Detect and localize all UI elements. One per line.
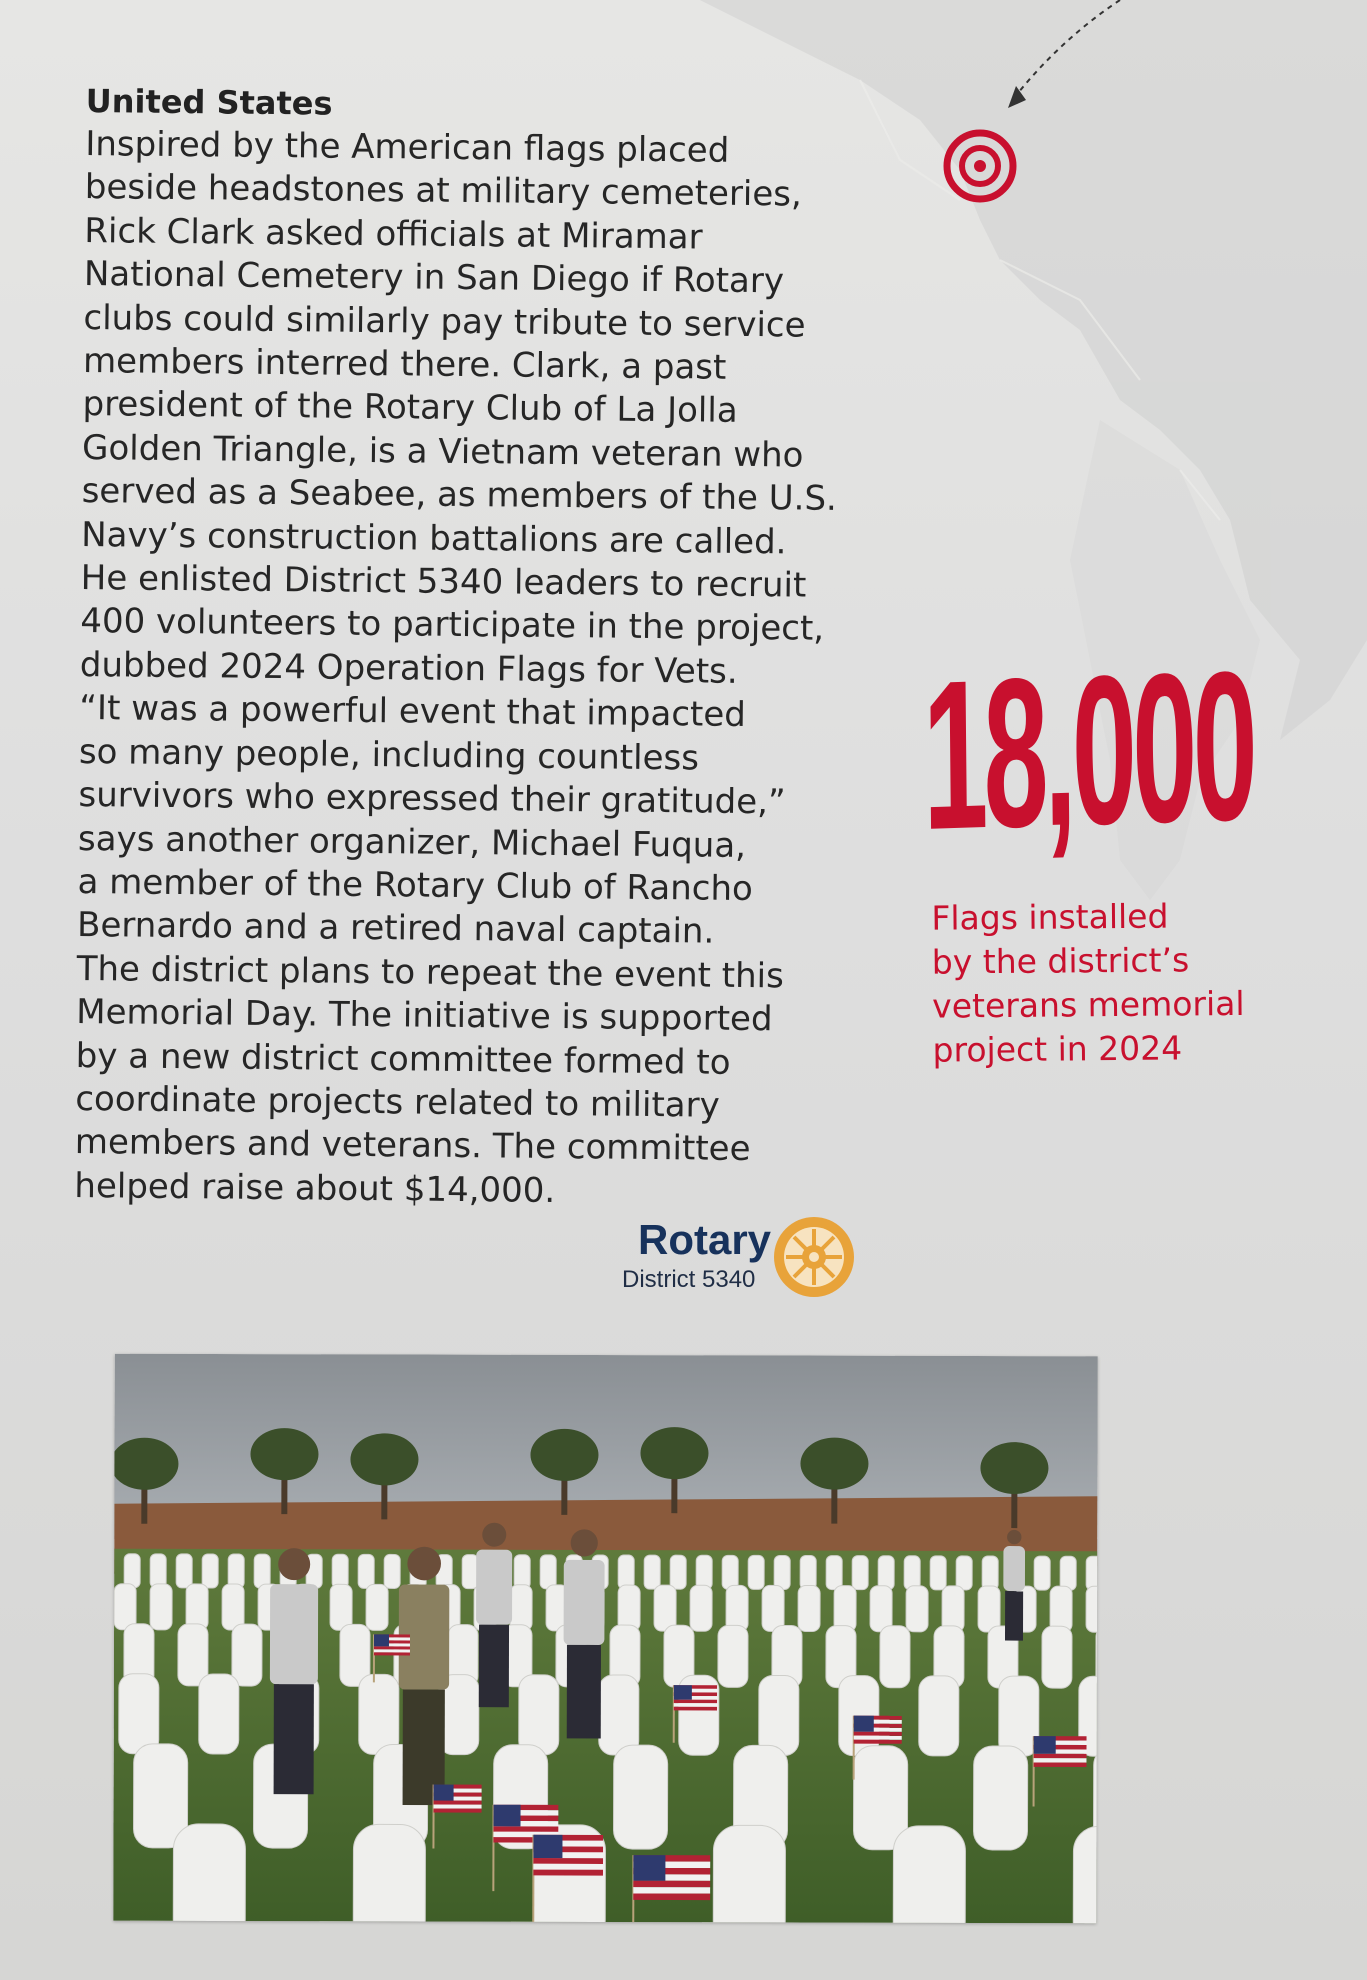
headstone [1034, 1556, 1050, 1590]
headstone [366, 1584, 388, 1630]
target-icon [942, 128, 1018, 204]
headstone [982, 1556, 998, 1590]
headstone [973, 1746, 1027, 1850]
headstone [654, 1585, 676, 1631]
article [74, 80, 906, 1217]
headstone [906, 1586, 928, 1632]
headstone [644, 1555, 660, 1589]
headstone [893, 1826, 965, 1924]
person-legs [479, 1625, 509, 1708]
american-flag [374, 1634, 410, 1655]
headstone [1050, 1586, 1072, 1632]
headstone [713, 1825, 785, 1923]
stat-number: 18,000 [921, 626, 1255, 874]
headstone [904, 1556, 920, 1590]
headstone [1042, 1626, 1072, 1688]
headstone [599, 1675, 639, 1755]
dashed-arrow-icon [1000, 0, 1130, 120]
rotary-wheel-icon [772, 1215, 856, 1299]
headstone [978, 1586, 1000, 1632]
headstone [199, 1674, 239, 1754]
headstone [150, 1554, 166, 1588]
person-legs [567, 1645, 601, 1739]
rotary-district-label: District 5340 [622, 1266, 756, 1293]
headstone [880, 1626, 910, 1688]
tree [980, 1442, 1048, 1494]
headstone [956, 1556, 972, 1590]
headstone [353, 1824, 425, 1923]
person-body [476, 1550, 512, 1625]
headstone [384, 1554, 400, 1588]
headstone [834, 1586, 856, 1632]
headstone [1086, 1556, 1098, 1590]
headstone [1086, 1586, 1098, 1632]
american-flag [533, 1835, 603, 1876]
headstone [514, 1555, 530, 1589]
headstone [1073, 1826, 1098, 1923]
headstone [618, 1585, 640, 1631]
american-flag [633, 1855, 710, 1900]
rotary-wordmark: Rotary [638, 1216, 772, 1263]
tree [640, 1427, 708, 1479]
headstone [722, 1555, 738, 1589]
headstone [762, 1585, 784, 1631]
person-body [270, 1584, 318, 1684]
person-head [278, 1548, 310, 1580]
headstone [176, 1554, 192, 1588]
headstone [114, 1584, 136, 1630]
headstone [178, 1624, 208, 1686]
headstone [690, 1585, 712, 1631]
headstone [618, 1555, 634, 1589]
headstone [202, 1554, 218, 1588]
headstone [930, 1556, 946, 1590]
headstone [670, 1555, 686, 1589]
tree [350, 1433, 418, 1485]
headstone [870, 1586, 892, 1632]
headstone [919, 1676, 959, 1756]
headstone [1060, 1556, 1076, 1590]
article-body: Inspired by the American flags placed beside headstones at military cemeteries, Rick Clark asked officials at Miramar National Cemetery in San Diego if Rotary clubs could similarly pay tribute to service members interred there. Clark, a past president of the Rotary Club of La Jolla Golden Triangle, is a Vietnam veteran who served as a Seabee, as members of the U.S. Navy’s construction battalions are called. He enlisted District 5340 leaders to recruit 400 volunteers to participate in the project, dubbed 2024 Operation Flags for Vets. “It was a powerful event that impacted so many people, including countless survivors who expressed their gratitude,” says another organizer, Michael Fuqua, a member of the Rotary Club of Rancho Bernardo and a retired naval captain. The district plans to repeat the event this Memorial Day. The initiative is supported by a new district committee formed to coordinate projects related to military members and veterans. The committee helped raise about $14,000. [74, 123, 838, 1211]
headstone [696, 1555, 712, 1589]
headstone [878, 1556, 894, 1590]
person-head [571, 1529, 598, 1556]
american-flag [434, 1785, 482, 1813]
headstone [358, 1554, 374, 1588]
headstone [332, 1554, 348, 1588]
headstone [222, 1584, 244, 1630]
headstone [173, 1824, 245, 1923]
headstone [852, 1556, 868, 1590]
american-flag [1034, 1736, 1087, 1767]
headstone [759, 1675, 799, 1755]
headstone [150, 1584, 172, 1630]
headstone [519, 1675, 559, 1755]
person-head [1007, 1530, 1021, 1544]
headstone [800, 1556, 816, 1590]
headstone [330, 1584, 352, 1630]
headstone [119, 1674, 159, 1754]
headstone [232, 1624, 262, 1686]
headstone [613, 1745, 667, 1849]
person-legs [274, 1684, 314, 1794]
american-flag [854, 1716, 902, 1744]
headstone [228, 1554, 244, 1588]
headstone [186, 1584, 208, 1630]
person-head [407, 1547, 441, 1581]
article-heading: United States [85, 81, 333, 123]
headstone [540, 1555, 556, 1589]
headstone [124, 1554, 140, 1588]
headstone [359, 1674, 399, 1754]
headstone [748, 1555, 764, 1589]
american-flag [674, 1685, 717, 1710]
headstone [826, 1556, 842, 1590]
tree [530, 1429, 598, 1481]
person-body [1003, 1546, 1025, 1591]
person-legs [1005, 1591, 1023, 1641]
headstone [718, 1625, 748, 1687]
headstone [774, 1555, 790, 1589]
tree [800, 1438, 868, 1490]
person-head [482, 1523, 506, 1547]
headstone [798, 1586, 820, 1632]
headstone [254, 1554, 270, 1588]
headstone [942, 1586, 964, 1632]
person-body [564, 1560, 605, 1645]
cemetery-photo [113, 1354, 1097, 1924]
stat-caption: Flags installed by the district’s veterans memorial project in 2024 [931, 896, 1245, 1070]
headstone [726, 1585, 748, 1631]
headstone [462, 1555, 478, 1589]
headstone [510, 1585, 532, 1631]
rotary-logo [620, 1215, 870, 1305]
tree [250, 1428, 318, 1480]
